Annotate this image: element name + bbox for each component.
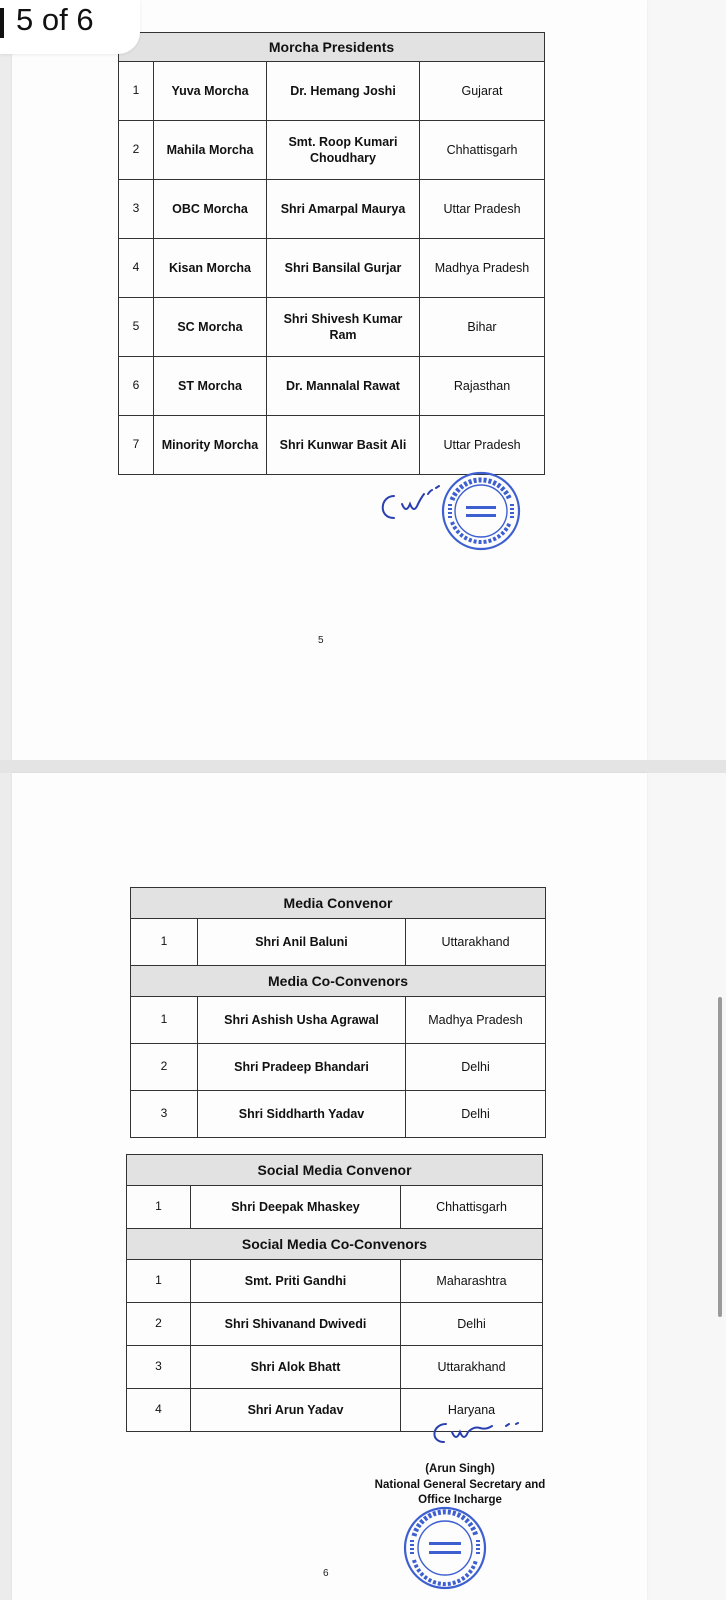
social-media-table [126,1154,543,1432]
social-media-co-convenors-title: Social Media Co-Convenors [127,1229,543,1260]
media-co-convenors-title: Media Co-Convenors [131,966,546,997]
party-seal-stamp [402,1502,488,1594]
table-title: Morcha Presidents [119,33,545,62]
morcha-presidents-table [118,32,545,475]
media-table [130,887,546,1138]
table-row: 2 Shri Pradeep Bhandari Delhi [131,1044,546,1091]
table-row: 1 Smt. Priti Gandhi Maharashtra [127,1260,543,1303]
party-seal-stamp [440,470,522,552]
table-row: 1 Shri Anil Baluni Uttarakhand [131,919,546,966]
table-row: 4 Shri Arun Yadav Haryana [127,1389,543,1432]
scrollbar-thumb[interactable] [718,997,722,1317]
table-row: 7 Minority Morcha Shri Kunwar Basit Ali Uttar Pradesh [119,416,545,475]
page-counter-indicator [0,8,4,38]
signatory-title-2: Office Incharge [418,1494,502,1507]
signatory-name: (Arun Singh) [425,1463,495,1475]
signatory-title: National General Secretary and [374,1478,546,1491]
table-row: 3 Shri Alok Bhatt Uttarakhand [127,1346,543,1389]
media-convenor-title: Media Convenor [131,888,546,919]
table-row: 2 Shri Shivanand Dwivedi Delhi [127,1303,543,1346]
table-row: 3 Shri Siddharth Yadav Delhi [131,1091,546,1138]
table-row: 6 ST Morcha Dr. Mannalal Rawat Rajasthan [119,357,545,416]
page-separator [0,760,726,773]
table-row: 4 Kisan Morcha Shri Bansilal Gurjar Madhya Pradesh [119,239,545,298]
page-number: 5 [318,635,324,646]
table-row: 1 Yuva Morcha Dr. Hemang Joshi Gujarat [119,62,545,121]
table-row: 2 Mahila Morcha Smt. Roop Kumari Choudhary Chhattisgarh [119,121,545,180]
page-counter: 5 of 6 [16,2,94,37]
table-row: 3 OBC Morcha Shri Amarpal Maurya Uttar Pradesh [119,180,545,239]
table-row: 1 Shri Ashish Usha Agrawal Madhya Pradesh [131,997,546,1044]
right-margin [647,0,726,1600]
page-number: 6 [323,1568,329,1579]
table-row: 5 SC Morcha Shri Shivesh Kumar Ram Bihar [119,298,545,357]
page-counter-pill [0,0,140,54]
signature-mark [426,1418,526,1452]
table-row: 1 Shri Deepak Mhaskey Chhattisgarh [127,1186,543,1229]
social-media-convenor-title: Social Media Convenor [127,1155,543,1186]
